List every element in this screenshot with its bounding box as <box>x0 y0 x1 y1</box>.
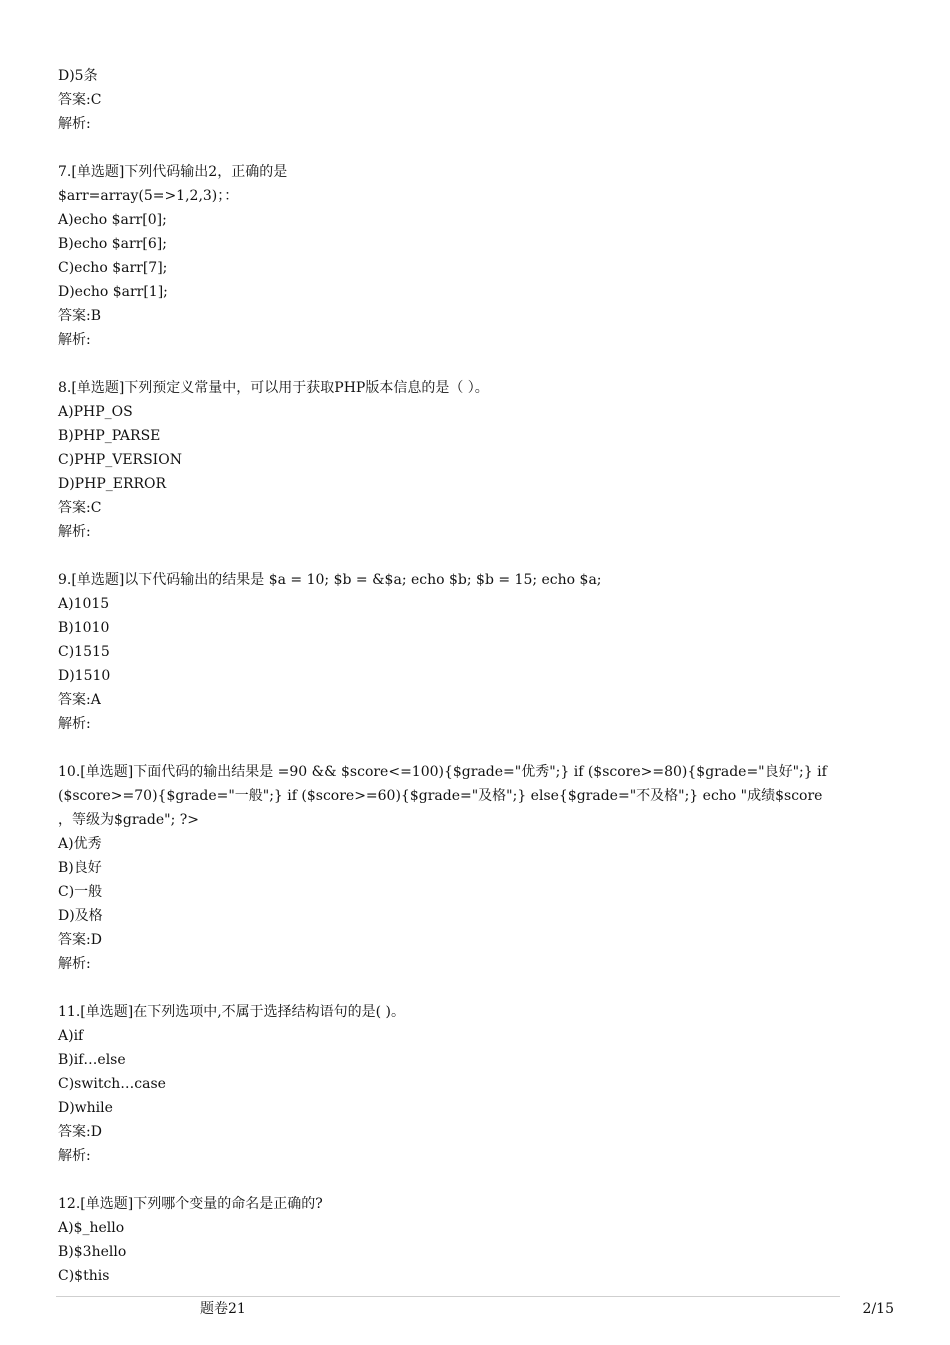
option-line: D)及格 <box>58 908 103 924</box>
text-line: D)5条 <box>58 68 98 84</box>
answer-line: 答案:D <box>58 932 102 948</box>
option-line: A)if <box>58 1028 84 1044</box>
answer-line: 答案:C <box>58 92 102 108</box>
page-number: 2/15 <box>862 1301 894 1317</box>
analysis-line: 解析: <box>58 1148 91 1164</box>
question-12-title: 12.[单选题]下列哪个变量的命名是正确的? <box>58 1196 323 1212</box>
option-line: A)优秀 <box>58 836 102 852</box>
option-line: B)if…else <box>58 1052 126 1068</box>
question-10-code: ($score>=70){$grade="一般";} if ($score>=60){$grade="及格";} else{$grade="不及格";} echo "成绩$score <box>58 788 823 804</box>
option-line: A)$_hello <box>58 1220 125 1236</box>
option-line: D)while <box>58 1100 113 1116</box>
option-line: A)echo $arr[0]; <box>58 212 167 228</box>
option-line: A)PHP_OS <box>58 404 133 420</box>
spacer <box>58 736 898 760</box>
question-10-title: 10.[单选题]下面代码的输出结果是 =90 && $score<=100){$grade="优秀";} if ($score>=80){$grade="良好";} if <box>58 764 827 780</box>
spacer <box>58 1168 898 1192</box>
spacer <box>58 136 898 160</box>
footer-title: 题卷21 <box>200 1301 246 1317</box>
answer-line: 答案:B <box>58 308 102 324</box>
analysis-line: 解析: <box>58 524 91 540</box>
answer-line: 答案:A <box>58 692 101 708</box>
option-line: B)$3hello <box>58 1244 127 1260</box>
spacer <box>58 544 898 568</box>
spacer <box>58 352 898 376</box>
question-9-title: 9.[单选题]以下代码输出的结果是 $a = 10; $b = &$a; echo $b; $b = 15; echo $a; <box>58 572 602 588</box>
question-8-title: 8.[单选题]下列预定义常量中，可以用于获取PHP版本信息的是（ ）。 <box>58 380 489 396</box>
option-line: D)PHP_ERROR <box>58 476 167 492</box>
option-line: C)echo $arr[7]; <box>58 260 168 276</box>
option-line: A)1015 <box>58 596 110 612</box>
option-line: D)1510 <box>58 668 111 684</box>
answer-line: 答案:D <box>58 1124 102 1140</box>
option-line: C)一般 <box>58 884 103 900</box>
option-line: B)良好 <box>58 860 102 876</box>
analysis-line: 解析: <box>58 716 91 732</box>
option-line: C)$this <box>58 1268 110 1284</box>
option-line: B)echo $arr[6]; <box>58 236 167 252</box>
option-line: B)PHP_PARSE <box>58 428 161 444</box>
option-line: B)1010 <box>58 620 110 636</box>
option-line: D)echo $arr[1]; <box>58 284 168 300</box>
option-line: C)switch…case <box>58 1076 166 1092</box>
question-11-title: 11.[单选题]在下列选项中,不属于选择结构语句的是( )。 <box>58 1004 406 1020</box>
analysis-line: 解析: <box>58 332 91 348</box>
option-line: C)1515 <box>58 644 110 660</box>
question-7-title: 7.[单选题]下列代码输出2，正确的是 <box>58 164 288 180</box>
analysis-line: 解析: <box>58 956 91 972</box>
spacer <box>58 976 898 1000</box>
question-7-code: $arr=array(5=>1,2,3)；： <box>58 188 239 204</box>
document-body <box>58 64 898 1288</box>
option-line: C)PHP_VERSION <box>58 452 182 468</box>
answer-line: 答案:C <box>58 500 102 516</box>
question-10-code: ，等级为$grade"; ?> <box>58 812 199 828</box>
analysis-line: 解析: <box>58 116 91 132</box>
footer-divider <box>56 1296 840 1297</box>
